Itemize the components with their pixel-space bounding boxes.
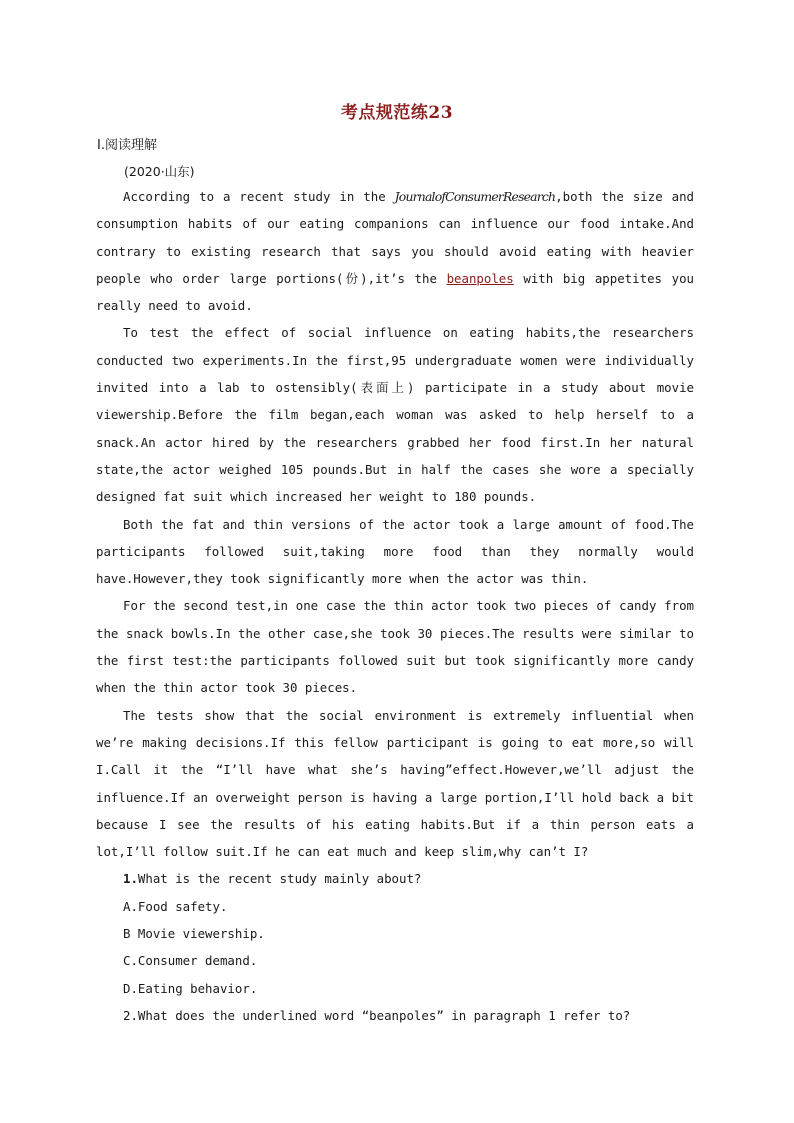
page-title: 考点规范练23 [340,103,454,123]
paragraph-1-part-b: ,both the size and consumption habits of our eating companions can influence our food intake.And contrary to existing research that says you should avoid eating with heavier people who order large portions(份),it’s the [96,189,694,286]
paragraph-1 [96,183,694,319]
question-2 [96,1002,694,1029]
reading-passage [96,183,694,1029]
source-label: (2020·山东) [124,164,195,179]
question-list [96,865,694,1029]
journal-name: JournalofConsumerResearch [394,189,556,204]
underlined-word: beanpoles [446,270,514,286]
option-d: D.Eating behavior. [123,980,258,996]
question-number: 1. [123,871,138,887]
paragraph-2: To test the effect of social influence on eating habits,the researchers conducted two experiments.In the first,95 undergraduate women were individually invited into a lab to ostensibly(表面上) participate in a study about movie viewership.Before the film began,each woman was asked to help herself to a snack.An actor hired by the researchers grabbed her food first.In her natural state,the actor weighed 105 pounds.But in half the cases she wore a specially designed fat suit which increased her weight to 180 pounds. [96,325,694,505]
paragraph-4: For the second test,in one case the thin actor took two pieces of candy from the snack bowls.In the other case,she took 30 pieces.The results were similar to the first test:the participants followed suit but took significantly more candy when the thin actor took 30 pieces. [96,598,694,696]
paragraph-1-part-c: with big appetites you really need to avoid. [96,270,694,314]
section-heading: Ⅰ.阅读理解 [97,138,157,153]
option-c: C.Consumer demand. [123,953,258,969]
paragraph-1-part-a: According to a recent study in the [123,189,395,204]
option-a: A.Food safety. [123,898,228,914]
question-text: What is the recent study mainly about? [137,871,422,887]
question-number: 2. [123,1007,138,1023]
question-1 [96,865,694,892]
option-b: B Movie viewership. [123,926,265,942]
question-text: What does the underlined word “beanpoles” in paragraph 1 refer to? [137,1007,631,1023]
paragraph-5: The tests show that the social environment is extremely influential when we’re making decisions.If this fellow participant is going to eat more,so will I.Call it the “I’ll have what she’s having”effect.However,we’ll adjust the influence.If an overweight person is having a large portion,I’ll hold back a bit because I see the results of his eating habits.But if a thin person eats a lot,I’ll follow suit.If he can eat much and keep slim,why can’t I? [96,707,694,860]
paragraph-3: Both the fat and thin versions of the actor took a large amount of food.The participants followed suit,taking more food than they normally would have.However,they took significantly more when the actor was thin. [96,516,694,587]
